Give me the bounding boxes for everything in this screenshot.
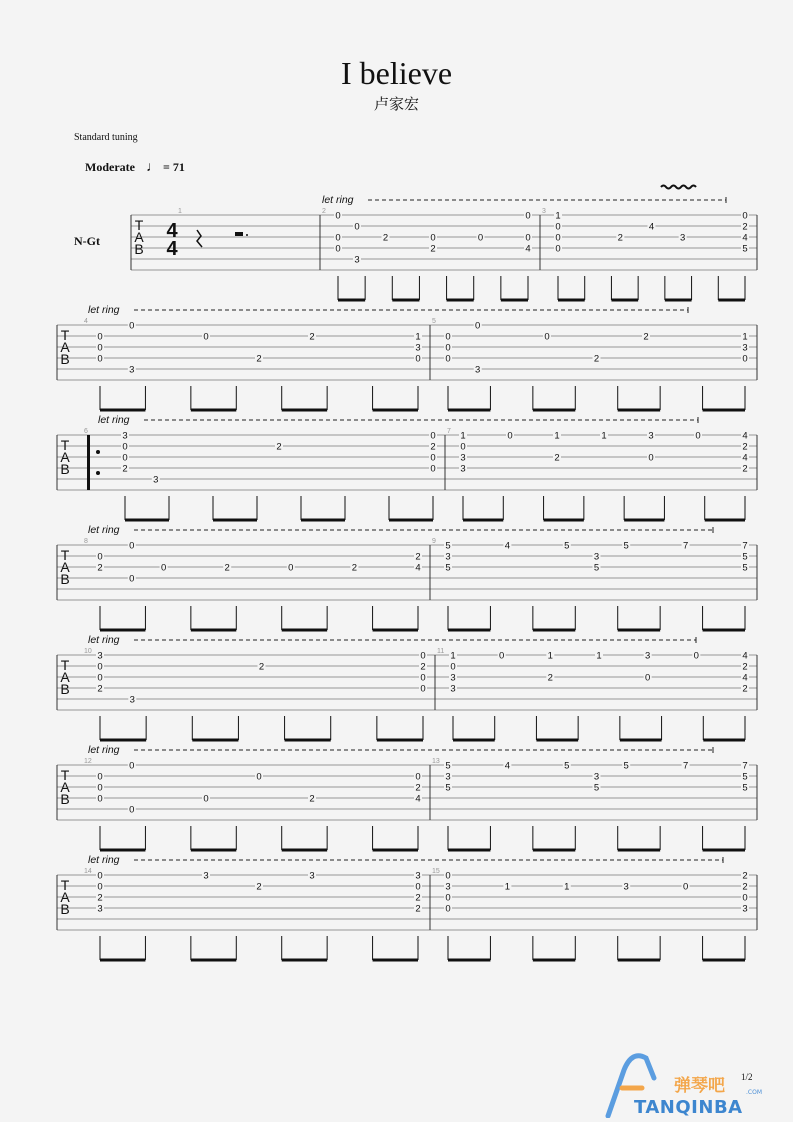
let-ring-label: let ring: [88, 634, 120, 646]
fret-number: 1: [415, 331, 421, 343]
fret-number: 0: [555, 221, 561, 233]
fret-number: 2: [742, 221, 748, 233]
fret-number: 0: [477, 232, 484, 244]
fret-number: 3: [97, 903, 103, 915]
fret-number: 0: [97, 881, 103, 893]
fret-number: 0: [256, 771, 262, 783]
fret-number: 0: [445, 892, 451, 904]
fret-number: 3: [129, 694, 135, 706]
fret-number: 3: [475, 364, 481, 376]
fret-number: 3: [203, 870, 209, 882]
tab-clef-letter: A: [60, 559, 70, 575]
fret-number: 2: [97, 892, 103, 904]
quarter-note-icon: ♩: [145, 160, 160, 175]
fret-number: 2: [742, 683, 748, 695]
fret-number: 4: [742, 452, 748, 464]
fret-number: 0: [445, 331, 451, 343]
tab-clef-letter: T: [60, 877, 70, 893]
fret-number: 3: [415, 342, 421, 354]
fret-number: 2: [430, 441, 436, 453]
let-ring-label: let ring: [88, 854, 120, 866]
fret-number: 2: [258, 661, 265, 673]
fret-number: 2: [415, 551, 421, 563]
fret-number: 0: [129, 540, 135, 552]
fret-number: 5: [742, 771, 748, 783]
tab-clef-letter: A: [60, 339, 70, 355]
song-title: I believe: [340, 55, 453, 91]
fret-number: 3: [122, 430, 128, 442]
fret-number: 0: [742, 210, 748, 222]
measure-number: 4: [84, 318, 88, 325]
fret-number: 3: [450, 672, 456, 684]
fret-number: 2: [430, 243, 436, 255]
fret-number: 2: [415, 903, 421, 915]
fret-number: 5: [445, 540, 451, 552]
tab-clef-letter: B: [60, 351, 70, 367]
tab-clef-letter: B: [134, 241, 144, 257]
fret-number: 5: [564, 540, 570, 552]
fret-number: 0: [97, 331, 103, 343]
fret-number: 0: [335, 232, 341, 244]
fret-number: 0: [203, 331, 209, 343]
fret-number: 0: [129, 573, 135, 585]
tab-clef-letter: T: [60, 437, 70, 453]
fret-number: 3: [593, 551, 600, 563]
fret-number: 0: [160, 562, 167, 574]
tab-system: [57, 414, 757, 520]
fret-number: 7: [742, 540, 748, 552]
fret-number: 2: [742, 441, 748, 453]
fret-number: 0: [420, 672, 426, 684]
fret-number: 1: [596, 650, 602, 662]
tab-system: [57, 854, 757, 960]
fret-number: 0: [430, 430, 436, 442]
fret-number: 0: [742, 353, 748, 365]
fret-number: 0: [430, 463, 436, 475]
fret-number: 0: [525, 210, 531, 222]
fret-number: 4: [742, 430, 748, 442]
fret-number: 3: [460, 452, 466, 464]
quarter-rest-icon: [197, 230, 202, 247]
fret-number: 0: [430, 232, 436, 244]
tab-clef-letter: T: [60, 547, 70, 563]
fret-number: 4: [415, 793, 421, 805]
fret-number: 0: [645, 672, 651, 684]
fret-number: 0: [555, 232, 561, 244]
fret-number: 1: [450, 650, 456, 662]
let-ring-label: let ring: [322, 194, 354, 206]
fret-number: 0: [97, 782, 103, 794]
fret-number: 3: [623, 881, 629, 893]
tab-system: [57, 524, 757, 630]
fret-number: 0: [97, 771, 103, 783]
fret-number: 0: [507, 430, 513, 442]
fret-number: 0: [460, 441, 466, 453]
fret-number: 3: [593, 771, 600, 783]
repeat-dot: [96, 471, 100, 475]
fret-number: 1: [742, 331, 748, 343]
measure-number: 12: [84, 758, 92, 765]
let-ring-label: let ring: [88, 524, 120, 536]
fret-number: 7: [682, 540, 689, 552]
tab-clef-letter: A: [60, 889, 70, 905]
fret-number: 0: [415, 353, 421, 365]
tab-system: [131, 194, 757, 300]
composer-name: 卢家宏: [373, 95, 419, 113]
fret-number: 5: [593, 782, 600, 794]
page-number: 1/2: [741, 1072, 753, 1082]
time-signature-digit: 4: [166, 220, 178, 242]
fret-number: 2: [97, 683, 103, 695]
fret-number: 1: [554, 430, 560, 442]
fret-number: 1: [460, 430, 466, 442]
fret-number: 2: [593, 353, 600, 365]
fret-number: 0: [129, 320, 135, 332]
half-rest-icon: [235, 232, 243, 236]
measure-number: 14: [84, 868, 92, 875]
fret-number: 1: [555, 210, 561, 222]
fret-number: 2: [742, 661, 748, 673]
fret-number: 2: [256, 353, 262, 365]
tab-clef-letter: B: [60, 681, 70, 697]
fret-number: 0: [415, 881, 421, 893]
fret-number: 3: [129, 364, 135, 376]
fret-number: 2: [382, 232, 389, 244]
fret-number: 2: [122, 463, 128, 475]
fret-number: 5: [742, 243, 748, 255]
fret-number: 0: [420, 683, 426, 695]
measure-number: 5: [432, 318, 436, 325]
rest-dot: [246, 234, 248, 236]
fret-number: 0: [420, 650, 426, 662]
fret-number: 0: [335, 210, 341, 222]
measure-number: 2: [322, 208, 326, 215]
tab-clef-letter: B: [60, 461, 70, 477]
fret-number: 4: [504, 760, 511, 772]
fret-number: 3: [309, 870, 315, 882]
tab-system: [57, 744, 757, 850]
fret-number: 0: [445, 353, 451, 365]
fret-number: 2: [547, 672, 553, 684]
fret-number: 0: [415, 771, 421, 783]
watermark-en: TANQINBA: [634, 1097, 743, 1118]
fret-number: 0: [430, 452, 436, 464]
fret-number: 0: [97, 793, 103, 805]
fret-number: 2: [97, 562, 103, 574]
fret-number: 0: [445, 342, 451, 354]
fret-number: 4: [742, 232, 748, 244]
fret-number: 0: [555, 243, 561, 255]
fret-number: 3: [645, 650, 651, 662]
fret-number: 0: [445, 903, 451, 915]
fret-number: 4: [742, 650, 748, 662]
fret-number: 7: [682, 760, 689, 772]
fret-number: 0: [288, 562, 294, 574]
repeat-dot: [96, 450, 100, 454]
fret-number: 0: [742, 892, 748, 904]
fret-number: 5: [623, 540, 629, 552]
fret-number: 5: [593, 562, 600, 574]
fret-number: 2: [309, 331, 315, 343]
fret-number: 1: [601, 430, 607, 442]
fret-number: 3: [415, 870, 421, 882]
fret-number: 3: [445, 881, 451, 893]
fret-number: 5: [742, 782, 748, 794]
fret-number: 2: [420, 661, 426, 673]
tab-system: [57, 304, 757, 410]
fret-number: 0: [544, 331, 550, 343]
fret-number: 2: [742, 881, 748, 893]
fret-number: 0: [97, 342, 103, 354]
fret-number: 0: [648, 452, 654, 464]
fret-number: 4: [525, 243, 531, 255]
measure-number: 3: [542, 208, 546, 215]
fret-number: 1: [564, 881, 570, 893]
fret-number: 2: [351, 562, 358, 574]
tab-clef-letter: T: [60, 657, 70, 673]
fret-number: 0: [122, 452, 128, 464]
fret-number: 5: [445, 562, 451, 574]
fret-number: 0: [97, 353, 103, 365]
tab-clef-letter: B: [60, 571, 70, 587]
tab-clef-letter: A: [60, 449, 70, 465]
fret-number: 4: [415, 562, 421, 574]
fret-number: 3: [450, 683, 456, 695]
fret-number: 4: [742, 672, 748, 684]
fret-number: 2: [415, 782, 421, 794]
fret-number: 0: [203, 793, 209, 805]
fret-number: 0: [122, 441, 128, 453]
tempo-value: = 71: [162, 160, 185, 174]
fret-number: 0: [445, 870, 451, 882]
measure-number: 8: [84, 538, 88, 545]
repeat-barline: [87, 435, 90, 490]
fret-number: 0: [97, 870, 103, 882]
fret-number: 2: [415, 892, 421, 904]
fret-number: 5: [623, 760, 629, 772]
watermark-com: .COM: [746, 1089, 762, 1096]
fret-number: 2: [643, 331, 649, 343]
fret-number: 0: [129, 804, 135, 816]
tab-clef-letter: B: [60, 791, 70, 807]
tab-clef-letter: B: [60, 901, 70, 917]
fret-number: 0: [97, 661, 103, 673]
fret-number: 3: [445, 771, 451, 783]
fret-number: 5: [742, 551, 748, 563]
fret-number: 2: [276, 441, 282, 453]
fret-number: 5: [564, 760, 570, 772]
fret-number: 7: [742, 760, 748, 772]
measure-number: 13: [432, 758, 440, 765]
fret-number: 3: [97, 650, 103, 662]
vibrato-icon: [661, 186, 696, 189]
fret-number: 0: [693, 650, 699, 662]
let-ring-label: let ring: [88, 304, 120, 316]
fret-number: 2: [224, 562, 230, 574]
time-signature-digit: 4: [166, 238, 178, 260]
tempo-label: Moderate: [85, 160, 135, 174]
fret-number: 0: [129, 760, 135, 772]
fret-number: 3: [742, 903, 748, 915]
let-ring-label: let ring: [88, 744, 120, 756]
fret-number: 2: [617, 232, 623, 244]
measure-number: 7: [447, 428, 451, 435]
fret-number: 0: [97, 551, 103, 563]
fret-number: 0: [97, 672, 103, 684]
fret-number: 0: [335, 243, 341, 255]
fret-number: 0: [450, 661, 456, 673]
fret-number: 0: [354, 221, 360, 233]
fret-number: 2: [742, 870, 748, 882]
fret-number: 3: [742, 342, 748, 354]
fret-number: 3: [648, 430, 654, 442]
fret-number: 3: [445, 551, 451, 563]
let-ring-label: let ring: [98, 414, 130, 426]
fret-number: 5: [445, 782, 451, 794]
tab-system: [57, 634, 757, 740]
measure-number: 1: [178, 208, 182, 215]
measure-number: 10: [84, 648, 92, 655]
fret-number: 5: [445, 760, 451, 772]
fret-number: 5: [742, 562, 748, 574]
fret-number: 1: [547, 650, 553, 662]
fret-number: 2: [256, 881, 262, 893]
fret-number: 2: [309, 793, 315, 805]
tab-clef-letter: T: [60, 327, 70, 343]
fret-number: 0: [682, 881, 689, 893]
fret-number: 4: [648, 221, 655, 233]
measure-number: 11: [437, 648, 445, 655]
fret-number: 0: [499, 650, 505, 662]
track-name: N-Gt: [74, 234, 100, 248]
fret-number: 3: [680, 232, 686, 244]
fret-number: 2: [742, 463, 748, 475]
fret-number: 2: [554, 452, 560, 464]
fret-number: 3: [460, 463, 466, 475]
fret-number: 0: [475, 320, 481, 332]
fret-number: 0: [525, 232, 531, 244]
tuning-label: Standard tuning: [74, 132, 138, 143]
fret-number: 1: [504, 881, 511, 893]
tab-clef-letter: A: [60, 669, 70, 685]
measure-number: 9: [432, 538, 436, 545]
tab-clef-letter: A: [60, 779, 70, 795]
watermark-cn: 弹琴吧: [674, 1076, 725, 1096]
tab-clef-letter: T: [60, 767, 70, 783]
tab-clef-letter: A: [134, 229, 144, 245]
tab-clef-letter: T: [134, 217, 144, 233]
fret-number: 3: [153, 474, 159, 486]
fret-number: 4: [504, 540, 511, 552]
measure-number: 6: [84, 428, 88, 435]
fret-number: 3: [354, 254, 360, 266]
measure-number: 15: [432, 868, 440, 875]
fret-number: 0: [695, 430, 701, 442]
